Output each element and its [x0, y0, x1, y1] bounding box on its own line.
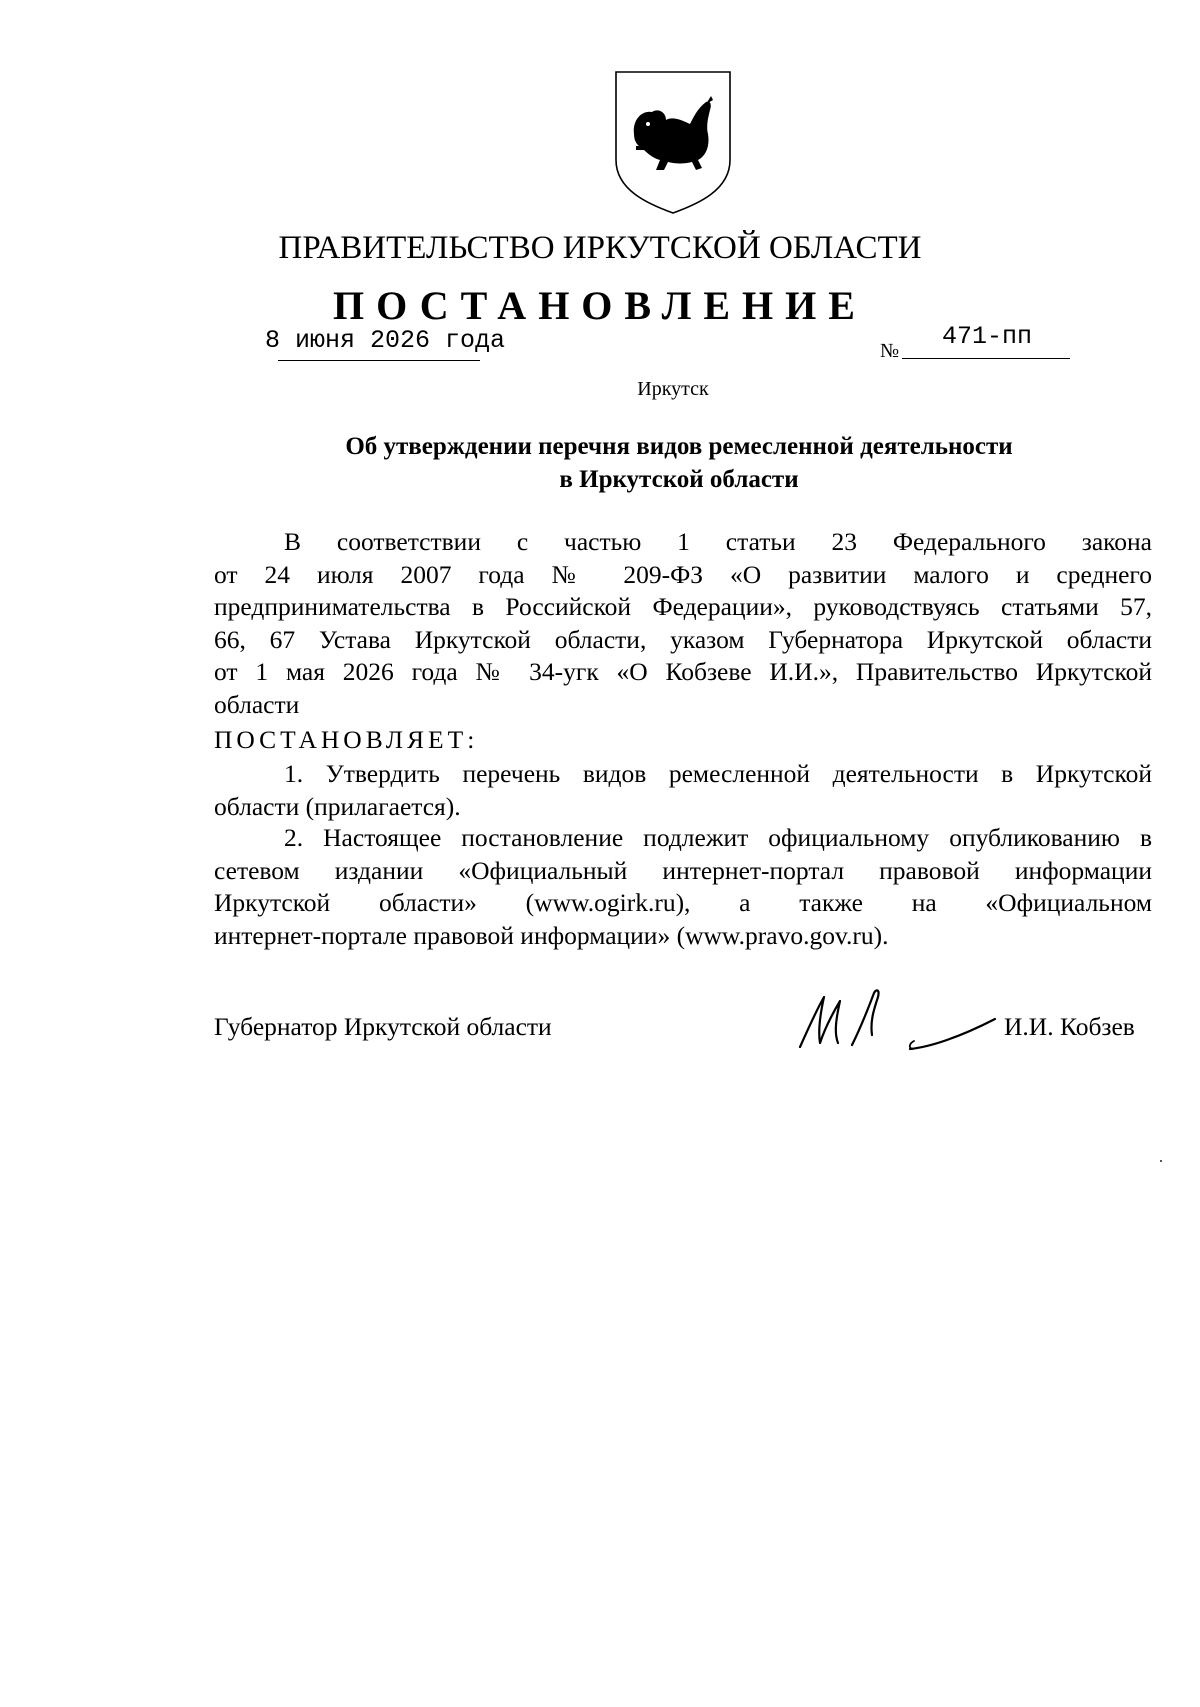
number-sign: № — [880, 340, 900, 362]
scan-speck — [1160, 1160, 1162, 1162]
item-1-paragraph — [214, 758, 1152, 823]
document-number: 471-пп — [942, 322, 1033, 351]
text-line: области (прилагается). — [214, 791, 461, 821]
city: Иркутск — [637, 378, 709, 400]
handwritten-signature — [790, 985, 1010, 1055]
date-underline — [278, 360, 480, 361]
signer-name: И.И. Кобзев — [1004, 1012, 1135, 1041]
text-line: от 24 июля 2007 года № 209-ФЗ «О развитии малого и среднего — [214, 559, 1152, 589]
text-line: сетевом издании «Официальный интернет-портал правовой информации — [214, 855, 1152, 885]
item-2-paragraph — [214, 822, 1152, 952]
coat-of-arms-icon — [612, 68, 734, 216]
text-line: предпринимательства в Российской Федерации», руководствуясь статьями 57, — [214, 592, 1152, 621]
title-line: в Иркутской области — [559, 466, 799, 493]
government-name: ПРАВИТЕЛЬСТВО ИРКУТСКОЙ ОБЛАСТИ — [278, 230, 922, 266]
document-title — [214, 430, 1144, 496]
title-line: Об утверждении перечня видов ремесленной деятельности — [345, 433, 1013, 460]
text-line: 2. Настоящее постановление подлежит официальному опубликованию в — [284, 823, 1152, 852]
text-line: Иркутской области» (www.ogirk.ru), а также на «Официальном — [214, 888, 1152, 917]
text-line: 1. Утвердить перечень видов ремесленной деятельности в Иркутской — [284, 759, 1152, 788]
decree-word: ПОСТАНОВЛЯЕТ: — [214, 725, 479, 754]
text-line: интернет-портале правовой информации» (www.pravo.gov.ru). — [214, 920, 889, 950]
preamble-paragraph — [214, 526, 1152, 721]
signer-position: Губернатор Иркутской области — [214, 1012, 552, 1041]
number-underline — [902, 358, 1070, 359]
text-line: от 1 мая 2026 года № 34-угк «О Кобзеве И.И.», Правительство Иркутской — [214, 657, 1152, 686]
text-line: 66, 67 Устава Иркутской области, указом Губернатора Иркутской области — [214, 624, 1152, 654]
text-line: области — [214, 689, 300, 719]
document-date: 8 июня 2026 года — [265, 326, 506, 355]
document-type: ПОСТАНОВЛЕНИЕ — [333, 283, 867, 328]
text-line: В соответствии с частью 1 статьи 23 Федерального закона — [284, 527, 1152, 556]
